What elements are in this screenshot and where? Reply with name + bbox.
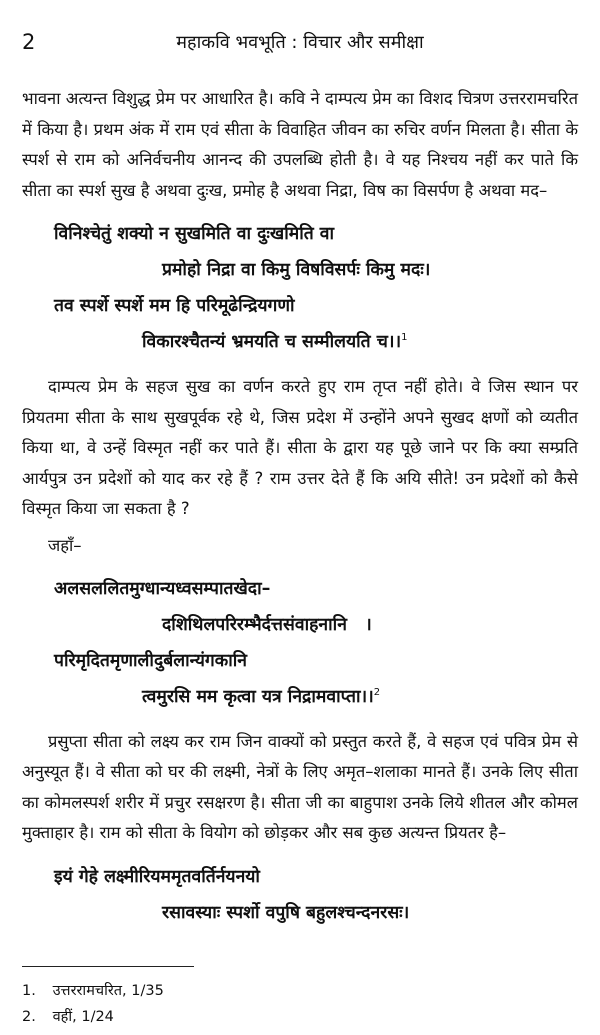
verse-line: प्रमोहो निद्रा वा किमु विषविसर्पः किमु मदः। [162, 260, 431, 280]
footnote-number: 1. [22, 983, 36, 999]
paragraph-3: प्रसुप्ता सीता को लक्ष्य कर राम जिन वाक्यों को प्रस्तुत करते हैं, वे सहज एवं पवित्र प्रेम से अनुस्यूत हैं। वे सीता को घर की लक्ष्मी, नेत्रों के लिए अमृत–शलाका मानते हैं। उनके लिए सीता का कोमलस्पर्श शरीर में प्रचुर रसक्षरण है। सीता जी का बाहुपाश उनके लिये शीतल और कोमल मुक्ताहार है। राम को सीता के वियोग को छोड़कर और सब कुछ अत्यन्त प्रियतर है– [22, 731, 578, 842]
verse-line: विकारश्चैतन्यं भ्रमयति च सम्मीलयति च।। [142, 332, 402, 352]
footnote-text: वहीं, 1/24 [52, 1009, 114, 1025]
verse-block-1 [22, 216, 578, 360]
page-header [22, 30, 578, 58]
verse-line: परिमृदितमृणालीदुर्बलान्यंगकानि [54, 650, 248, 671]
footnote-item [22, 978, 164, 1004]
lead-in-text: जहाँ– [48, 535, 82, 555]
footnote-marker: 1 [401, 332, 408, 344]
page-number: 2 [22, 30, 36, 54]
footnotes [22, 978, 164, 1030]
verse-line-with-note [22, 679, 578, 715]
verse-line-with-note [22, 324, 578, 360]
paragraph-1: भावना अत्यन्त विशुद्ध प्रेम पर आधारित है। कवि ने दाम्पत्य प्रेम का विशद चित्रण उत्तररामचरित में किया है। प्रथम अंक में राम एवं सीता के विवाहित जीवन का रुचिर वर्णन मिलता है। सीता के स्पर्श से राम को अनिर्वचनीय आनन्द की उपलब्धि होती है। वे यह निश्चय नहीं कर पाते कि सीता का स्पर्श सुख है अथवा दुःख, प्रमोह है अथवा निद्रा, विष का विसर्पण है अथवा मद– [22, 89, 578, 200]
verse-line: त्वमुरसि मम कृत्वा यत्र निद्रामवाप्ता।। [142, 686, 374, 707]
paragraph-2: दाम्पत्य प्रेम के सहज सुख का वर्णन करते हुए राम तृप्त नहीं होते। वे जिस स्थान पर प्रियतमा सीता के साथ सुखपूर्वक रहे थे, जिस प्रदेश में उन्होंने अपने सुखद क्षणों को व्यतीत किया था, वे उन्हें विस्मृत नहीं कर पाते हैं। सीता के द्वारा यह पूछे जाने पर कि क्या सम्प्रति आर्यपुत्र उन प्रदेशों को याद कर रहे हैं ? राम उत्तर देते हैं कि अयि सीते! उन प्रदेशों को कैसे विस्मृत किया जा सकता है ? [22, 377, 578, 518]
verse-line: रसावस्याः स्पर्शो वपुषि बहुलश्चन्दनरसः। [162, 902, 410, 923]
running-title: महाकवि भवभूति : विचार और समीक्षा [176, 32, 424, 53]
verse-block-2 [22, 571, 578, 715]
verse-line: तव स्पर्शे स्पर्शे मम हि परिमूढेन्द्रियगणो [54, 296, 295, 316]
footnote-divider [22, 966, 194, 967]
footnote-text: उत्तररामचरित, 1/35 [52, 983, 164, 999]
verse-line: दशिथिलपरिरम्भैर्दत्तसंवाहनानि । [162, 614, 372, 635]
footnote-item [22, 1004, 164, 1030]
verse-line: इयं गेहे लक्ष्मीरियममृतवर्तिर्नयनयो [54, 866, 260, 887]
footnote-marker: 2 [373, 686, 381, 698]
verse-line: विनिश्चेतुं शक्यो न सुखमिति वा दुःखमिति वा [54, 224, 335, 244]
footnote-number: 2. [22, 1009, 36, 1025]
verse-line: अलसललितमुग्धान्यध्वसम्पातखेदा– [54, 578, 271, 599]
verse-block-3 [22, 859, 578, 931]
page-body [22, 84, 578, 943]
